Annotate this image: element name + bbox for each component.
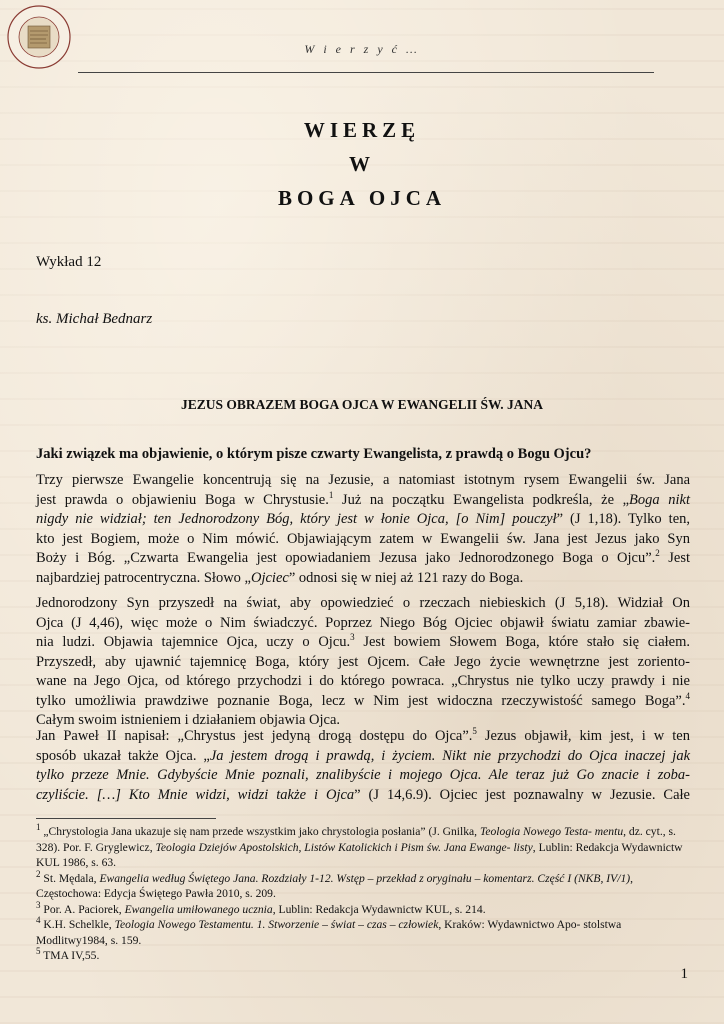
lead-question: Jaki związek ma objawienie, o którym pisze czwarty Ewangelista, z prawdą o Bogu Ojcu? bbox=[36, 446, 592, 462]
p2-line-2: Ojca (J 4,46), więc może o Nim świadczyć. Poprzez Niego Bóg Ojciec objawił światu zamiar zbawie- bbox=[36, 614, 690, 631]
p3-line-4: czyliście. […] Kto Mnie widzi, widzi także i Ojca” (J 14,6.9). Ojciec jest poznawalny w Jezusie. Całe bbox=[36, 786, 690, 803]
p3-line-1: Jan Paweł II napisał: „Chrystus jest jedyną drogą dostępu do Ojca”.$^5$ Jezus objawił, kim jest, i w ten bbox=[36, 726, 690, 744]
footnote-1: $^1$ „Chrystologia Jana ukazuje się nam przede wszystkim jako chrystologia posłania” (J. Gnilka, Teologia Nowego Testa- mentu, dz. cyt., s. 328). Por. F. Gryglewicz, Teologia Dziejów Apostolskich, Listów Katolickich i Pism św. Jana Ewange- listy, Lublin: Redakcja Wydawnictw KUL 1986, s. 63. bbox=[36, 822, 683, 869]
footnote-ref-4[interactable]: 4 bbox=[685, 690, 690, 701]
p1-line-1: Trzy pierwsze Ewangelie koncentrują się na Jezusie, a natomiast istotnym rysem Ewangelii św. Jana bbox=[36, 472, 690, 488]
title-line-2: W bbox=[349, 152, 375, 176]
page-number: 1 bbox=[680, 966, 688, 982]
footnote-divider bbox=[36, 818, 216, 819]
footnote-5: $^5$ TMA IV,55. bbox=[36, 946, 100, 962]
author-name: ks. Michał Bednarz bbox=[36, 311, 153, 327]
p2-line-3: nia ludzi. Objawia tajemnice Ojca, uczy o Ojcu.$^3$ Jest bowiem Słowem Boga, które stało się ciałem. bbox=[36, 632, 691, 650]
footnote-ref-3[interactable]: 3 bbox=[350, 632, 355, 643]
lecture-number: Wykład 12 bbox=[36, 254, 102, 270]
footnote-ref-2[interactable]: 2 bbox=[655, 548, 660, 559]
title-line-1: WIERZĘ bbox=[303, 118, 421, 142]
title-line-3: BOGA OJCA bbox=[277, 186, 447, 210]
section-heading: JEZUS OBRAZEM BOGA OJCA W EWANGELII ŚW. JANA bbox=[180, 397, 544, 412]
p1-line-5: Boży i Bóg. „Czwarta Ewangelia jest opowiadaniem Jezusa jako Jednorodzonego Boga o Ojcu”.$^2$ Jest bbox=[36, 548, 691, 566]
paragraph-2 bbox=[36, 594, 690, 731]
footnotes bbox=[36, 824, 690, 964]
footnote-2: $^2$ St. Mędala, Ewangelia według Świętego Jana. Rozdziały 1-12. Wstęp – przekład z oryginału – komentarz. Część I (NKB, IV/1), Częstochowa: Edycja Świętego Pawła 2010, s. 209. bbox=[36, 868, 634, 900]
document-title bbox=[0, 113, 724, 215]
studium-biblijne-logo bbox=[6, 4, 72, 70]
p1-line-2: jest prawda o objawieniu Boga w Chrystusie.$^1$ Już na początku Ewangelista podkreśla, że „Boga nikt bbox=[36, 489, 690, 508]
running-header: W i e r z y ć … bbox=[304, 42, 420, 56]
p1-line-3: nigdy nie widział; ten Jednorodzony Bóg, który jest w łonie Ojca, [o Nim] pouczył” (J 1,18). Tylko ten, bbox=[36, 511, 690, 527]
paragraph-3 bbox=[36, 727, 690, 805]
p3-line-3: tylko przeze Mnie. Gdybyście Mnie poznali, znalibyście i mojego Ojca. Ale teraz już Go znacie i zoba- bbox=[36, 767, 690, 783]
p2-line-1: Jednorodzony Syn przyszedł na świat, aby opowiedzieć o rzeczach niebieskich (J 5,18). Widział On bbox=[36, 595, 690, 611]
p2-line-5: wane na Jego Ojca, od którego przychodzi i do którego powraca. „Chrystus nie tylko uczy prawdy i nie bbox=[36, 673, 690, 689]
paragraph-1 bbox=[36, 471, 690, 588]
p3-line-2: sposób ukazał także Ojca. „Ja jestem drogą i prawdą, i życiem. Nikt nie przychodzi do Ojca inaczej jak bbox=[36, 747, 690, 764]
p2-line-4: Przyszedł, aby ujawnić tajemnicę Boga, który jest Ojcem. Całe Jego życie wewnętrzne jest zoriento- bbox=[36, 653, 690, 670]
p1-line-4: kto jest Bogiem, może o Nim mówić. Objawiającym zatem w Ewangelii św. Jana jest Jezus jako Syn bbox=[36, 530, 690, 547]
p2-line-6: tylko umożliwia prawdziwe poznanie Boga, lecz w Nim jest widoczna rzeczywistość samego Boga”.$^4$ bbox=[36, 690, 690, 709]
footnote-ref-5[interactable]: 5 bbox=[472, 726, 477, 737]
header-divider bbox=[78, 72, 654, 73]
p2-line-7: Całym swoim istnieniem i działaniem objawia Ojca. bbox=[36, 712, 341, 728]
footnote-ref-1[interactable]: 1 bbox=[328, 489, 334, 500]
footnote-3: $^3$ Por. A. Paciorek, Ewangelia umiłowanego ucznia, Lublin: Redakcja Wydawnictw KUL, s. 214. bbox=[36, 899, 486, 916]
p1-line-6: najbardziej patrocentryczna. Słowo „Ojciec” odnosi się w niej aż 121 razy do Boga. bbox=[36, 569, 524, 586]
footnote-4: $^4$ K.H. Schelkle, Teologia Nowego Testamentu. 1. Stworzenie – świat – czas – człowiek, Kraków: Wydawnictwo Apo- stolstwa Modlitwy1984, s. 159. bbox=[36, 915, 622, 947]
